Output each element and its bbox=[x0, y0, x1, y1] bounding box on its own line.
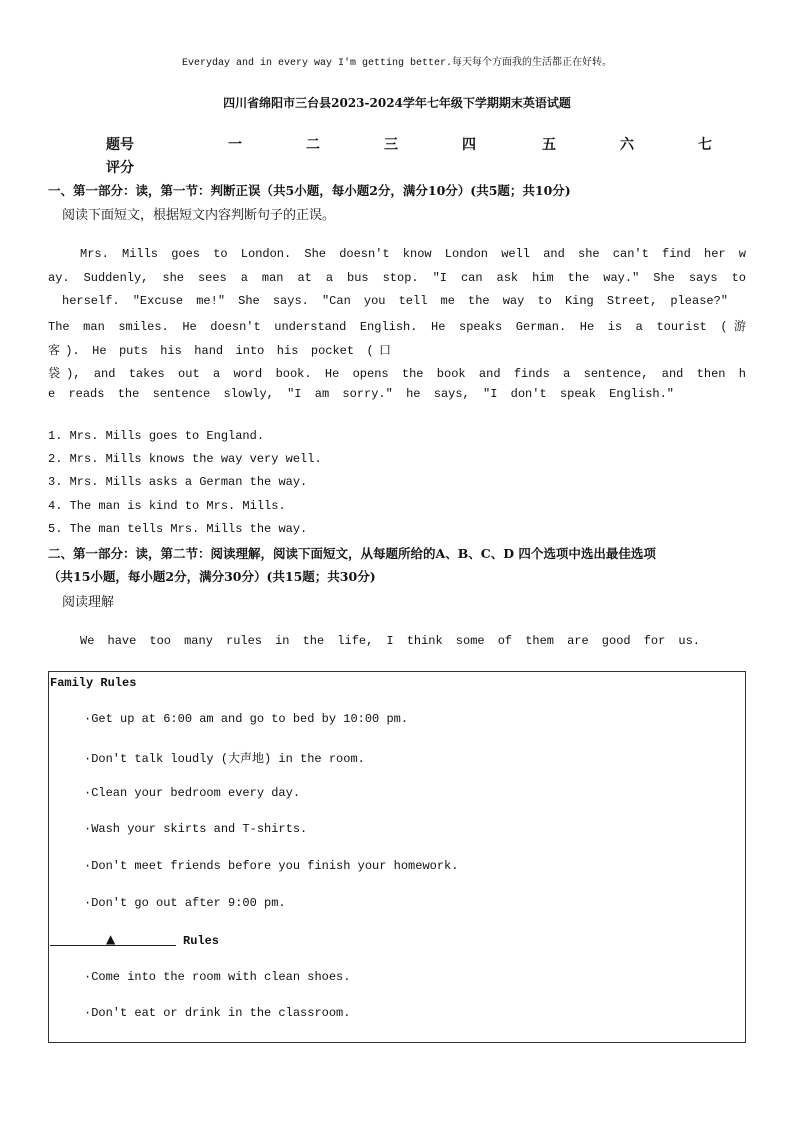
exam-title: 四川省绵阳市三台县2023-2024学年七年级下学期期末英语试题 bbox=[223, 96, 571, 110]
question-item: 3. Mrs. Mills asks a German the way. bbox=[48, 475, 308, 489]
rule-item: ·Don't go out after 9:00 pm. bbox=[84, 896, 286, 910]
rule-item: ·Don't eat or drink in the classroom. bbox=[84, 1006, 351, 1020]
part1-instruction: 阅读下面短文，根据短文内容判断句子的正误。 bbox=[62, 208, 336, 223]
question-item: 1. Mrs. Mills goes to England. bbox=[48, 429, 265, 443]
passage-line: herself. "Excuse me!" She says. "Can you tell me the way to King Street, please?" bbox=[62, 294, 728, 308]
question-item: 5. The man tells Mrs. Mills the way. bbox=[48, 522, 308, 536]
score-label-number: 题号 bbox=[106, 137, 134, 153]
passage-line: e reads the sentence slowly, "I am sorry." he says, "I don't speak English." bbox=[48, 387, 674, 401]
score-col-2: 二 bbox=[306, 137, 320, 153]
score-col-3: 三 bbox=[384, 137, 398, 153]
score-col-6: 六 bbox=[620, 137, 634, 153]
question-item: 2. Mrs. Mills knows the way very well. bbox=[48, 452, 322, 466]
passage-line: 袋), and takes out a word book. He opens the book and finds a sentence, and then h bbox=[48, 367, 746, 381]
rule-item: ·Don't meet friends before you finish your homework. bbox=[84, 859, 459, 873]
part1-heading: 一、第一部分：读，第一节：判断正误（共5小题，每小题2分，满分10分）(共5题；共10分) bbox=[48, 183, 571, 198]
rule-item: ·Clean your bedroom every day. bbox=[84, 786, 301, 800]
part2-heading-line1: 二、第一部分：读，第二节：阅读理解，阅读下面短文，从每题所给的A、B、C、D 四个选项中选出最佳选项 bbox=[48, 546, 656, 561]
family-rules-title: Family Rules bbox=[50, 676, 137, 690]
score-col-1: 一 bbox=[228, 137, 242, 153]
part2-heading-line2: （共15小题，每小题2分，满分30分）(共15题；共30分) bbox=[48, 569, 376, 584]
question-item: 4. The man is kind to Mrs. Mills. bbox=[48, 499, 286, 513]
passage-line: ay. Suddenly, she sees a man at a bus stop. "I can ask him the way." She says to bbox=[48, 271, 746, 285]
rule-item: ·Come into the room with clean shoes. bbox=[84, 970, 351, 984]
rule-item: ·Don't talk loudly (大声地) in the room. bbox=[84, 752, 365, 766]
part2-instruction: 阅读理解 bbox=[62, 595, 115, 610]
score-col-5: 五 bbox=[542, 137, 556, 153]
passage-line: The man smiles. He doesn't understand English. He speaks German. He is a tourist (游 bbox=[48, 320, 746, 334]
part2-intro: We have too many rules in the life, I think some of them are good for us. bbox=[80, 634, 700, 648]
score-col-7: 七 bbox=[698, 137, 712, 153]
passage-line: Mrs. Mills goes to London. She doesn't know London well and she can't find her w bbox=[80, 247, 746, 261]
rule-item: ·Wash your skirts and T-shirts. bbox=[84, 822, 308, 836]
score-label-score: 评分 bbox=[106, 160, 134, 176]
header-motto: Everyday and in every way I'm getting better.每天每个方面我的生活都正在好转。 bbox=[181, 58, 613, 69]
passage-line: 客). He puts his hand into his pocket (口 bbox=[48, 344, 391, 358]
rule-item: ·Get up at 6:00 am and go to bed by 10:00 pm. bbox=[84, 712, 409, 726]
second-rules-title: Rules bbox=[183, 934, 220, 948]
rules-box bbox=[48, 671, 746, 1043]
score-col-4: 四 bbox=[462, 137, 476, 153]
blank-marker: ▲ bbox=[106, 932, 116, 946]
